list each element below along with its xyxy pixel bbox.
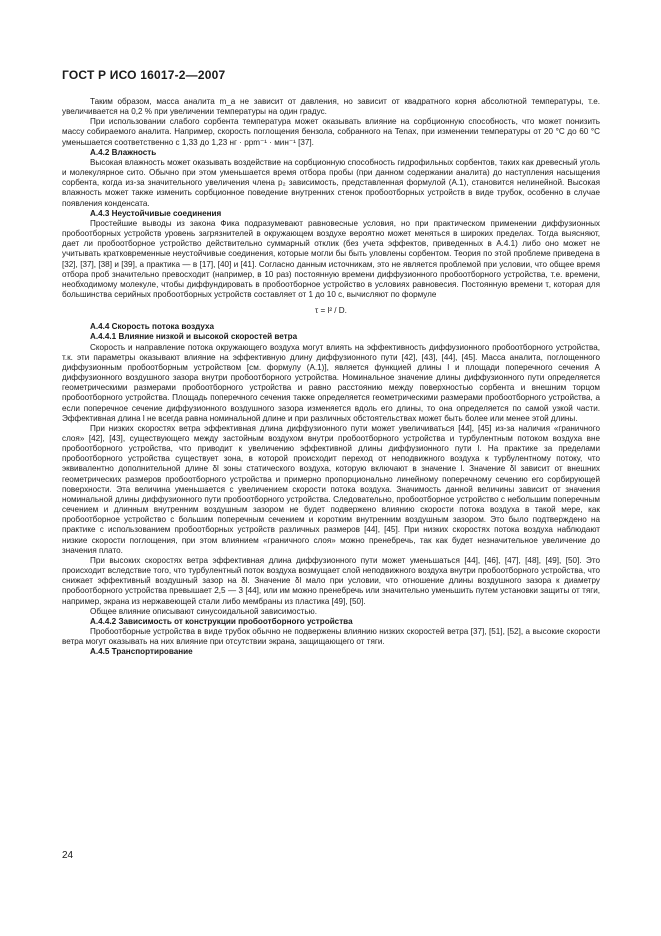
section-heading: А.4.3 Неустойчивые соединения	[90, 208, 222, 218]
body-text	[62, 97, 600, 657]
section-heading: А.4.2 Влажность	[90, 147, 157, 157]
paragraph: Скорость и направление потока окружающего воздуха могут влиять на эффективность диффузионного пробоотборного устройства, т.к. эти параметры оказывают влияние на эффективную длину диффузионного пути [42], [43], [44], [45]. Масса аналита, поглощенного диффузионным пробоотборным устройством [см. формулу (А.1)], является функцией длины l и площади поперечного сечения A диффузионного воздушного зазора внутри пробоотборного устройства. Номинальное значение длины диффузионного пути определяется геометрическими размерами пробоотборного устройства и равно расстоянию между поверхностью сорбента и внешним торцом пробоотборного устройства. Площадь поперечного сечения также определяется геометрическими размерами пробоотборного устройства, а если поперечное сечение диффузионного воздушного зазора изменяется вдоль его длины, то она определяется по самой узкой части. Эффективная длина l не всегда равна номинальной длине и при различных обстоятельствах может быть более или менее этой длины.	[62, 342, 600, 423]
paragraph: Высокая влажность может оказывать воздействие на сорбционную способность гидрофильных сорбентов, таких как древесный уголь и молекулярное сито. Обычно при этом уменьшается время отбора пробы (при данном содержании аналита) до наступления насыщения сорбента, когда из-за значительного увеличения члена p₂ зависимость, представленная формулой (А.1), становится нелинейной. Высокая влажность может также изменить сорбционное поведение внутренних стенок пробоотборных устройств в виде трубок, особенно в случае появления конденсата.	[62, 157, 600, 208]
paragraph: Таким образом, масса аналита m_a не зависит от давления, но зависит от квадратного корня абсолютной температуры, т.е. увеличивается на 0,2 % при увеличении температуры на один градус.	[62, 97, 600, 117]
page-number: 24	[62, 850, 74, 861]
paragraph: Общее влияние описывают синусоидальной зависимостью.	[90, 606, 317, 616]
section-heading: А.4.4 Скорость потока воздуха	[90, 322, 215, 332]
paragraph: При высоких скоростях ветра эффективная длина диффузионного пути может уменьшаться [44], [46], [47], [48], [49], [50]. Это происходит вследствие того, что турбулентный поток воздуха возмущает слой неподвижного воздуха внутри пробоотборного устройства, что снижает эффективный воздушный зазор на δl. Значение δl мало при условии, что отношение длины воздушного зазора к диаметру пробоотборного устройства превышает 2,5 — 3 [44], или им можно пренебречь или значительно уменьшить путем установки защиты от тяги, например, экрана из нержавеющей стали либо мембраны из пластика [49], [50].	[62, 555, 600, 606]
paragraph: Простейшие выводы из закона Фика подразумевают равновесные условия, но при практическом применении диффузионных пробоотборных устройств уровень загрязнителей в окружающем воздухе вероятно может меняться в широких пределах. Тогда выясняют, дает ли пробоотборное устройство действительно суммарный отклик (без учета эффектов, приведенных в А.4.1) либо оно может не учитывать кратковременные неустойчивые соединения, которые могли бы быть уловлены сорбентом. Теория по этой проблеме приведена в [32], [37], [38] и [39], а практика — в [17], [40] и [41]. Согласно данным источникам, это не является проблемой при условии, что общее время отбора проб значительно превосходит (например, в 10 раз) постоянную времени диффузионного пробоотборного устройства, т.е. времени, необходимому молекуле, чтобы диффундировать в пробоотборное устройство в условиях равновесия. Постоянную времени τ, которая для большинства серийных пробоотборных устройств составляет от 1 до 10 с, вычисляют по формуле	[62, 218, 600, 299]
subsection-heading: А.4.4.2 Зависимость от конструкции пробоотборного устройства	[90, 616, 353, 626]
paragraph: При использовании слабого сорбента температура может оказывать влияние на сорбционную способность, что может понизить массу собираемого аналита. Например, скорость поглощения бензола, собранного на Tenax, при изменении температуры от 20 °С до 60 °С уменьшается соответственно с 1,33 до 1,23 нг · ppm⁻¹ · мин⁻¹ [37].	[62, 117, 600, 147]
formula: τ = l² / D.	[315, 306, 347, 316]
section-heading: А.4.5 Транспортирование	[90, 647, 193, 657]
paragraph: При низких скоростях ветра эффективная длина диффузионного пути может увеличиваться [44], [45] из-за наличия «граничного слоя» [42], [43], существующего между застойным воздухом внутри пробоотборного устройства и турбулентным потоком воздуха вне пробоотборного устройства, что приводит к увеличению эффективной длины диффузионного пути l. На практике за пределами пробоотборного устройства существует зона, в которой происходит переход от неподвижного воздуха к турбулентному потоку, что эквивалентно дополнительной длине δl зоны статического воздуха, которую включают в значение l. Значение δl зависит от внешних геометрических размеров пробоотборного устройства и примерно пропорционально линейному поперечному сечению его сорбирующей поверхности. Эта величина уменьшается с увеличением скорости потока воздуха. Значимость данной величины зависит от значения номинальной длины диффузионного пути пробоотборного устройства. Следовательно, пробоотборное устройство с небольшим поперечным сечением и длинным внутренним воздушным зазором не будет подвержено влиянию скорости потока воздуха в такой мере, как пробоотборное устройство с большим поперечным сечением и коротким внутренним воздушным зазором. Это было подтверждено на практике с использованием пробоотборных устройств различных размеров [44], [45]. При низких скоростях потока воздуха наблюдают низкие скорости поглощения, при этом влиянием «граничного слоя» можно пренебречь, так как будет незначительное увеличение до значения плато.	[62, 423, 600, 555]
standard-header: ГОСТ Р ИСО 16017-2—2007	[62, 68, 226, 82]
paragraph: Пробоотборные устройства в виде трубок обычно не подвержены влиянию низких скоростей ветра [37], [51], [52], а высокие скорости ветра могут оказывать на них влияние при отсутствии экрана, защищающего от тяги.	[62, 626, 600, 647]
subsection-heading: А.4.4.1 Влияние низкой и высокой скоростей ветра	[90, 332, 298, 342]
